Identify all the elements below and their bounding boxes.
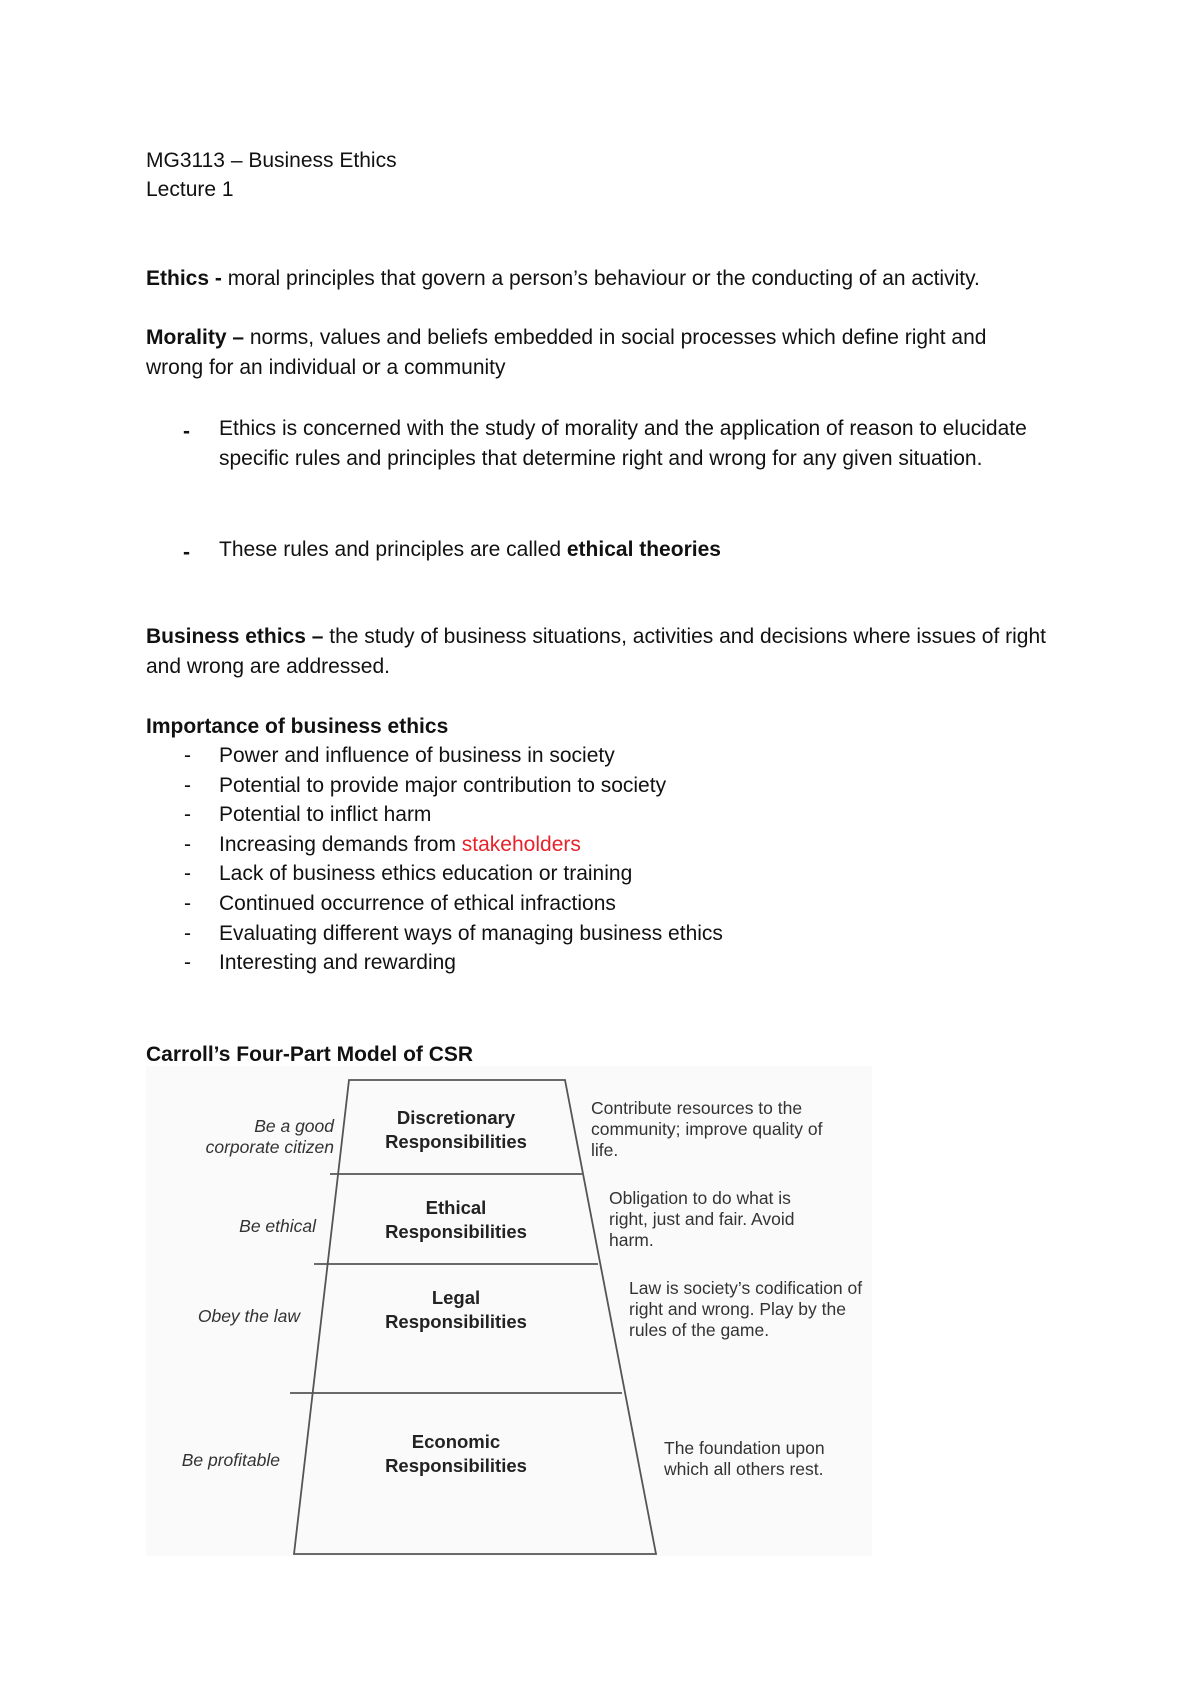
bullet-dash: -	[184, 803, 191, 827]
left-label-legal: Obey the law	[197, 1306, 300, 1326]
bullet-dash: -	[183, 541, 190, 564]
ethics-bullet-2	[219, 535, 1049, 565]
importance-item-text	[219, 889, 616, 919]
lecture-label: Lecture 1	[146, 178, 234, 201]
importance-item-text	[219, 771, 666, 801]
level-title-line: Responsibilities	[385, 1455, 527, 1476]
bullet-dash: -	[184, 773, 191, 797]
importance-item-label: Potential to inflict harm	[219, 803, 432, 827]
importance-item-text	[219, 741, 615, 771]
importance-item-label: Increasing demands from	[219, 832, 456, 856]
business-ethics-def: the study of business situations, activities and decisions where issues of right and wrong are addressed.	[146, 625, 1046, 678]
level-title-economic	[326, 1430, 586, 1478]
importance-item-text	[219, 859, 632, 889]
right-label-legal: Law is society’s codification of right and wrong. Play by the rules of the game.	[629, 1278, 863, 1340]
importance-item-text	[219, 948, 456, 978]
bullet-dash: -	[184, 744, 191, 767]
right-label-discretionary: Contribute resources to the community; improve quality of life.	[591, 1098, 823, 1160]
importance-item-label: Evaluating different ways of managing business ethics	[219, 921, 723, 945]
ethics-bullet-1: Ethics is concerned with the study of morality and the application of reason to elucidate specific rules and principles that determine right and wrong for any given situation.	[219, 417, 1027, 470]
level-title-line: Responsibilities	[385, 1131, 527, 1152]
course-title: MG3113 – Business Ethics	[146, 149, 397, 172]
importance-heading: Importance of business ethics	[146, 715, 449, 738]
importance-item-label: Power and influence of business in society	[219, 744, 615, 767]
level-title-line: Legal	[431, 1287, 481, 1308]
morality-definition	[146, 323, 1046, 382]
importance-item-text	[219, 800, 431, 830]
importance-item-text	[219, 919, 723, 949]
level-title-line: Responsibilities	[385, 1221, 527, 1242]
right-label-ethical: Obligation to do what is right, just and fair. Avoid harm.	[609, 1188, 795, 1250]
bullet-dash: -	[183, 420, 190, 443]
ethics-def: moral principles that govern a person’s behaviour or the conducting of an activity.	[227, 267, 980, 290]
level-title-line: Ethical	[425, 1197, 487, 1218]
ethics-definition	[146, 264, 1046, 294]
importance-item-text	[219, 830, 581, 860]
bullet-dash: -	[184, 862, 191, 886]
bullet-dash: -	[184, 951, 191, 975]
level-title-line: Economic	[411, 1431, 501, 1452]
left-label-discretionary	[206, 1116, 334, 1158]
left-label-economic: Be profitable	[181, 1450, 280, 1470]
business-ethics-term: Business ethics –	[146, 625, 324, 648]
level-title-line: Responsibilities	[385, 1311, 527, 1332]
level-title-legal	[326, 1286, 586, 1334]
left-label-line: corporate citizen	[205, 1137, 334, 1157]
ethics-term: Ethics -	[146, 267, 222, 290]
csr-heading: Carroll’s Four-Part Model of CSR	[146, 1043, 474, 1066]
bullet-dash: -	[184, 832, 191, 856]
morality-def: norms, values and beliefs embedded in social processes which define right and wrong for an individual or a community	[146, 326, 987, 379]
business-ethics-definition	[146, 622, 1046, 681]
left-label-ethical: Be ethical	[239, 1216, 316, 1236]
importance-item-label: Potential to provide major contribution to society	[219, 773, 667, 797]
level-title-line: Discretionary	[396, 1107, 516, 1128]
bullet-dash: -	[184, 891, 191, 915]
right-label-economic: The foundation upon which all others rest.	[664, 1438, 825, 1479]
ethics-bullet-2-prefix: These rules and principles are called	[219, 538, 562, 561]
morality-term: Morality –	[146, 326, 245, 349]
ethical-theories-term: ethical theories	[566, 538, 721, 561]
importance-item-label: Lack of business ethics education or training	[219, 862, 633, 886]
bullet-dash: -	[184, 921, 191, 945]
stakeholders-highlight: stakeholders	[461, 832, 581, 856]
importance-item-label: Interesting and rewarding	[219, 951, 456, 975]
importance-item-label: Continued occurrence of ethical infractions	[219, 891, 616, 915]
level-title-ethical	[326, 1196, 586, 1244]
level-title-discretionary	[326, 1106, 586, 1154]
csr-pyramid-figure	[146, 1066, 872, 1556]
left-label-line: Be a good	[254, 1116, 334, 1136]
